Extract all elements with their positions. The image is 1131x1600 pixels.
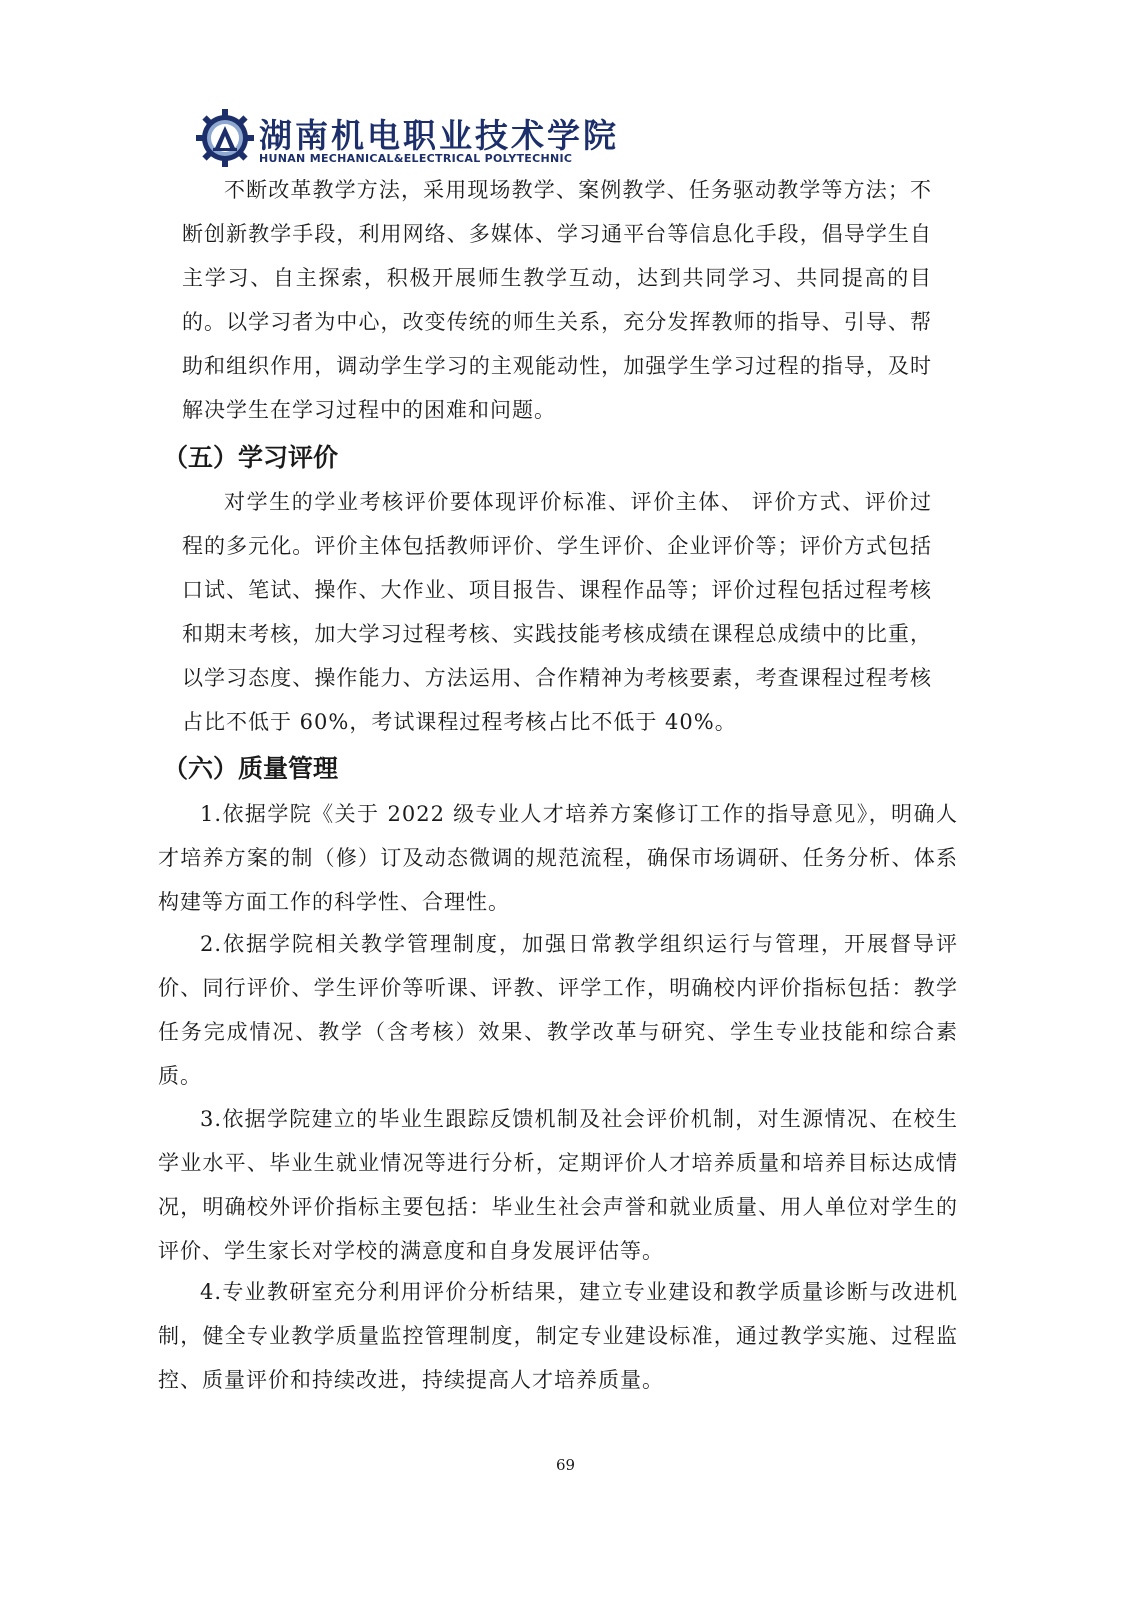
college-emblem-icon [195,108,255,168]
quality-item-1: 1.依据学院《关于 2022 级专业人才培养方案修订工作的指导意见》，明确人才培养方案的制（修）订及动态微调的规范流程，确保市场调研、任务分析、体系构建等方面工作的科学性、合理性。 [158,802,958,914]
school-name-chinese: 湖南机电职业技术学院 [259,116,619,155]
quality-item-2: 2.依据学院相关教学管理制度，加强日常教学组织运行与管理，开展督导评价、同行评价、学生评价等听课、评教、评学工作，明确校内评价指标包括：教学任务完成情况、教学（含考核）效果、教学改革与研究、学生专业技能和综合素质。 [158,932,958,1088]
assessment-paragraph: 对学生的学业考核评价要体现评价标准、评价主体、 评价方式、评价过程的多元化。评价主体包括教师评价、学生评价、企业评价等；评价方式包括口试、笔试、操作、大作业、项目报告、课程作品等；评价过程包括过程考核和期末考核，加大学习过程考核、实践技能考核成绩在课程总成绩中的比重，以学习态度、操作能力、方法运用、合作精神为考核要素，考查课程过程考核占比不低于 60%，考试课程过程考核占比不低于 40%。 [182,490,932,734]
teaching-methods-paragraph: 不断改革教学方法，采用现场教学、案例教学、任务驱动教学等方法；不断创新教学手段，利用网络、多媒体、学习通平台等信息化手段，倡导学生自主学习、自主探索，积极开展师生教学互动，达到共同学习、共同提高的目的。以学习者为中心，改变传统的师生关系，充分发挥教师的指导、引导、帮助和组织作用，调动学生学习的主观能动性，加强学生学习过程的指导，及时解决学生在学习过程中的困难和问题。 [182,178,932,422]
school-name-english: HUNAN MECHANICAL&ELECTRICAL POLYTECHNIC [259,152,573,165]
quality-item-4: 4.专业教研室充分利用评价分析结果，建立专业建设和教学质量诊断与改进机制，健全专业教学质量监控管理制度，制定专业建设标准，通过教学实施、过程监控、质量评价和持续改进，持续提高人才培养质量。 [158,1280,958,1392]
section-five-heading: （五）学习评价 [163,443,339,472]
page-number: 69 [555,1456,576,1474]
section-six-heading: （六）质量管理 [163,754,339,783]
quality-item-3: 3.依据学院建立的毕业生跟踪反馈机制及社会评价机制，对生源情况、在校生学业水平、毕业生就业情况等进行分析，定期评价人才培养质量和培养目标达成情况，明确校外评价指标主要包括：毕业生社会声誉和就业质量、用人单位对学生的评价、学生家长对学校的满意度和自身发展评估等。 [158,1107,958,1263]
page-header [195,108,619,170]
